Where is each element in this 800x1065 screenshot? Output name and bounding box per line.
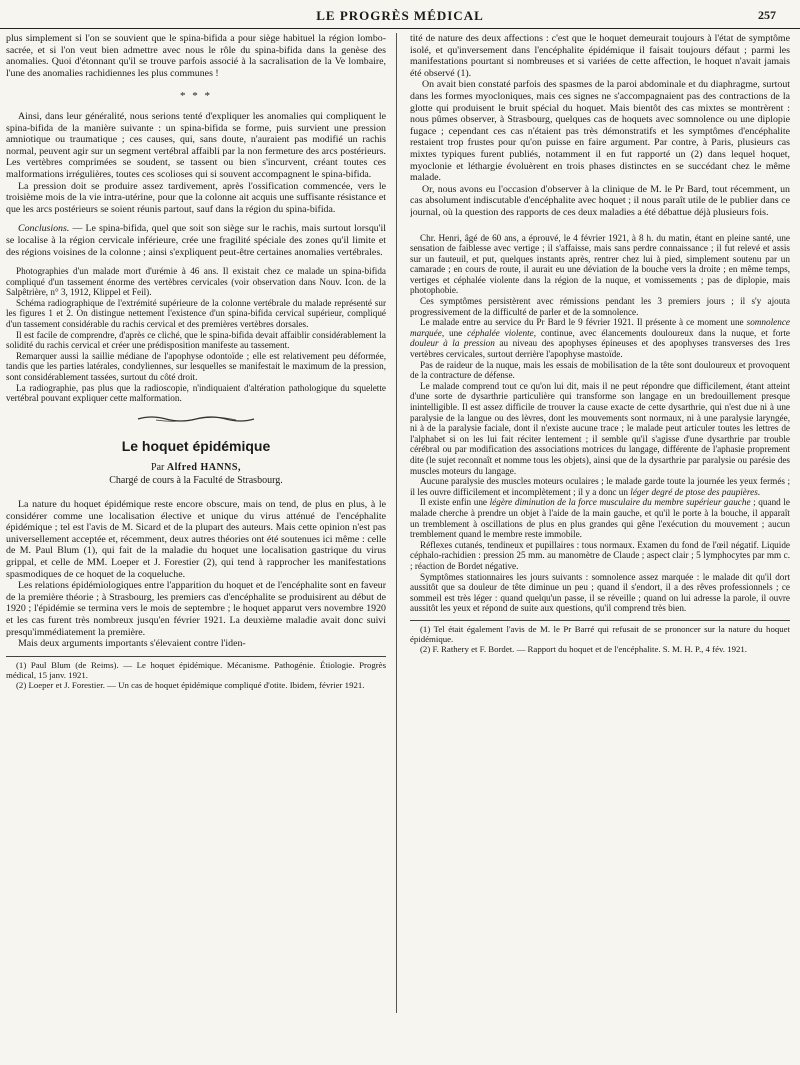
footnote: (1) Tel était également l'avis de M. le Pr Barré qui refusait de se prononcer sur la nature du hoquet épidémique.: [410, 623, 790, 645]
text-run: , une: [441, 327, 468, 338]
text-run: Il existe enfin une: [420, 497, 490, 508]
case-paragraph: [410, 317, 790, 359]
footnote: (1) Paul Blum (de Reims). — Le hoquet épidémique. Mécanisme. Pathogénie. Étiologie. Progrès médical, 15 janv. 1921.: [6, 659, 386, 680]
text-run: .: [757, 486, 761, 497]
italic-run: céphalée violente: [467, 327, 534, 338]
byline: [6, 462, 386, 474]
italic-run: douleur à la pression: [410, 338, 495, 349]
paragraph: Mais deux arguments importants s'élevaient contre l'iden-: [18, 638, 246, 650]
paragraph: On avait bien constaté parfois des spasmes de la paroi abdominale et du diaphragme, surtout dans les formes myocloniques, mais ces signes ne s'accompagnaient pas des contractions de la glotte qui produisent le bruit spécial du hoquet. Mais bientôt des cas mixtes se montrèrent : nous pûmes observer, à Strasbourg, quelques cas de hoquets avec somnolence ou une diplopie fugace ; cependant ces cas n'étaient pas très démonstratifs et les symptômes d'encéphalite restaient trop frustes pour qu'on puisse en faire argument. Par contre, à Paris, plusieurs cas mixtes typiques furent publiés, notamment il en fut rapporté un (2) dans lequel hoquet, myoclonie et léthargie évoluèrent en trois phases distinctes en se succédant chez le même malade.: [410, 79, 790, 184]
case-report: [410, 233, 790, 614]
ornament-divider: [136, 414, 256, 424]
page-number: 257: [758, 8, 776, 22]
footnote-rule: [410, 620, 790, 621]
figure-captions: [6, 266, 386, 404]
case-paragraph: Le malade comprend tout ce qu'on lui dit, mais il ne peut répondre que difficilement, étant atteint d'une sorte de dysarthrie particulière qui transforme son langage en un bredouillement presque inintelligible. Il est assez difficile de trouver la cause exacte de cette dysarthrie, qui n'est due ni à une paralysie de la langue ou des lèvres, dont les mouvements sont normaux, ni à une paralysie laryngée, ni à de la paralysie faciale, dont il n'existe aucune trace ; le malade peut articuler toutes les lettres de l'alphabet si on les lui fait réciter lentement ; il semble qu'il s'agisse d'une dysarthrie par trouble cérébral ou par modification des associations motrices du langage, différente de l'aphasie proprement dite (le sujet reconnaît et nomme tous les objets), ainsi que de la dysarthrie par paralysie ou parésie des muscles moteurs du langage.: [410, 380, 790, 476]
italic-run: somnolence marquée: [410, 317, 790, 338]
case-paragraph: Pas de raideur de la nuque, mais les essais de mobilisation de la tête sont douloureux et provoquent de la contracture de défense.: [410, 359, 790, 381]
footnote: (2) Loeper et J. Forestier. — Un cas de hoquet épidémique compliqué d'otite. Ibidem, février 1921.: [16, 680, 365, 691]
case-paragraph: Réflexes cutanés, tendineux et pupillaires : tous normaux. Examen du fond de l'œil négatif. Liquide céphalo-rachidien : pression 25 mm. au manomètre de Claude ; aspect clair ; 5 lymphocytes par mm c. ; réaction de Bordet négative.: [410, 539, 790, 571]
paragraph: Ainsi, dans leur généralité, nous serions tenté d'expliquer les anomalies qui compliquent le spina-bifida de la manière suivante : un spina-bifida se forme, puis survient une pression amniotique ou traumatique ; ces causes, qui, sans doute, n'auraient pas modifié un rachis normal, peuvent agir sur un segment vertébral affaibli par la non fermeture des arcs postérieurs. Les vertèbres comprimées se soudent, se tassent ou bien s'incurvent, créant toutes ces malformations irrégulières, toutes ces scolioses qui si souvent accompagnent le spina-bifida.: [6, 110, 386, 180]
case-paragraph: Symptômes stationnaires les jours suivants : somnolence assez marquée : le malade dit qu'il dort aussitôt que sa douleur de tête diminue un peu ; quand il s'endort, il a des rêves professionnels ; ce sommeil est très léger : quand quelqu'un passe, il se réveille ; quand on lui adresse la parole, il ouvre aussitôt les yeux et répond de suite aux questions, qu'il comprend très bien.: [410, 571, 790, 614]
paragraph: plus simplement si l'on se souvient que le spina-bifida a pour siège habituel la région lombo-sacrée, et si l'on veut bien admettre avec nous le rôle du spina-bifida dans la genèse des anomalies. Quoi d'étonnant qu'il se trouve parfois associé à la sacralisation de la Ve lombaire, l'une des anomalies rachidiennes les plus communes !: [6, 33, 386, 79]
text-run: ; quand le malade cherche à prendre un objet à l'aide de la main gauche, et qu'il le porte à la bouche, il apparaît un tremblement à oscillations de plus en plus grandes qui gêne l'exécution du mouvement ; aucun tremblement quand le membre reste immobile.: [410, 497, 790, 540]
author-name: Alfred HANNS,: [166, 461, 241, 473]
paragraph: La nature du hoquet épidémique reste encore obscure, mais on tend, de plus en plus, à le considérer comme une localisation élective et unique du virus atténué de l'encéphalite épidémique ; tel est l'avis de M. Sicard et de la plupart des auteurs. Mais cette opinion n'est pas universellement acceptée et, récemment, deux autres théories ont été soutenues ici même : celle de M. Paul Blum (1), qui fait de la maladie du hoquet une localisation gastrique du virus grippal, et celle de MM. Loeper et J. Forestier (2), qui tend à rapprocher les manifestations spasmodiques de ce hoquet de la coqueluche.: [6, 499, 386, 580]
column-divider: [396, 33, 397, 1013]
text-run: Le malade entre au service du Pr Bard le 9 février 1921. Il présente à ce moment une: [420, 317, 747, 328]
caption: Remarquer aussi la saillie médiane de l'apophyse odontoïde ; elle est relativement peu déformée, tandis que les parties latérales, condyliennes, sur lesquelles se manifestait le maximum de la pression, sont considérablement tassées, surtout du côté droit.: [6, 350, 386, 383]
caption: Photographies d'un malade mort d'urémie à 46 ans. Il existait chez ce malade un spina-bifida compliqué d'un tassement énorme des vertèbres cervicales (voir observation dans Nouv. Icon. de la Salpêtrière, n° 3, 1912, Klippel et Feil).: [6, 266, 386, 298]
paragraph: La pression doit se produire assez tardivement, après l'ossification commencée, vers le troisième mois de la vie intra-utérine, pour que la colonne ait acquis une suffisante résistance et que les arcs postérieurs se soient réunis partout, sauf dans la région du spina-bifida.: [6, 180, 386, 215]
byline-prefix: Par: [151, 461, 165, 473]
journal-title: LE PROGRÈS MÉDICAL: [316, 8, 484, 23]
conclusions-paragraph: [6, 223, 386, 258]
case-paragraph: [410, 476, 790, 497]
text-run: au niveau des apophyses épineuses et des apophyses transverses des 1res vertèbres cervicales, surtout derrière l'apophyse mastoïde.: [410, 338, 790, 360]
paragraph: tité de nature des deux affections : c'est que le hoquet demeurait toujours à l'état de symptôme isolé, et qu'inversement dans l'encéphalite épidémique il faisait toujours défaut ; parmi les manifestations pourtant si nombreuses et si variées de cette affection, le hoquet n'avait jamais été observé (1).: [410, 33, 790, 79]
text-run: , continue, avec élancements douloureux dans la nuque, et forte: [533, 327, 790, 338]
case-paragraph: Ces symptômes persistèrent avec rémissions pendant les 3 premiers jours ; il s'y ajouta progressivement de la difficulté de parler et de la somnolence.: [410, 296, 790, 317]
conclusions-text: — Le spina-bifida, quel que soit son siège sur le rachis, mais surtout lorsqu'il se localise à la région cervicale inférieure, crée une fragilité spéciale des zones qu'il limite et des régions voisines de la colonne ; ainsi s'expliquent peut-être certaines anomalies vertébrales.: [6, 223, 386, 258]
footnote-rule: [6, 656, 386, 657]
italic-run: léger degré de ptose des paupières: [630, 486, 758, 497]
footnote: (2) F. Rathery et F. Bordet. — Rapport du hoquet et de l'encéphalite. S. M. H. P., 4 fév. 1921.: [420, 644, 747, 655]
caption: Il est facile de comprendre, d'après ce cliché, que le spina-bifida devait affaiblir considérablement la solidité du rachis cervical et créer une prédisposition manifeste au tassement.: [6, 329, 386, 351]
paragraph: Or, nous avons eu l'occasion d'observer à la clinique de M. le Pr Bard, tout récemment, un cas absolument indiscutable d'encéphalite avec hoquet ; il nous paraît utile de le publier dans ce journal, où la question des rapports de ces deux maladies a été débattue déjà plusieurs fois.: [410, 183, 790, 218]
section-separator: * * *: [180, 90, 212, 103]
left-column: [6, 33, 386, 1053]
case-paragraph: [410, 497, 790, 539]
caption: La radiographie, pas plus que la radioscopie, n'indiquaient d'altération pathologique du squelette vertébral pouvant expliquer cette malformation.: [6, 382, 386, 404]
conclusions-label: Conclusions.: [18, 223, 70, 235]
text-run: Aucune paralysie des muscles moteurs oculaires ; le malade garde toute la journée les yeux fermés ; il les ouvre difficilement et incomplètement ; il y a donc un: [410, 476, 790, 497]
italic-run: légère diminution de la force musculaire du membre supérieur gauche: [489, 497, 751, 508]
article-title: Le hoquet épidémique: [121, 437, 271, 454]
author-affiliation: Chargé de cours à la Faculté de Strasbourg.: [109, 475, 283, 487]
paragraph: Les relations épidémiologiques entre l'apparition du hoquet et de l'encéphalite sont en faveur de la première théorie ; à Strasbourg, les premiers cas d'encéphalite se produisirent au début de 1920 ; l'épidémie se termina vers le mois de septembre ; le hoquet apparut vers novembre 1920 et les cas furent très nombreux jusqu'en février 1921. La deuxième maladie avait donc suivi presqu'immédiatement la première.: [6, 580, 386, 638]
caption: Schéma radiographique de l'extrémité supérieure de la colonne vertébrale du malade représenté sur les figures 1 et 2. On distingue nettement l'existence d'un spina-bifida cervical supérieur, compliqué d'un tassement considérable du rachis cervical et des premières vertèbres dorsales.: [6, 297, 386, 330]
case-paragraph: Chr. Henri, âgé de 60 ans, a éprouvé, le 4 février 1921, à 8 h. du matin, étant en pleine santé, une sensation de faiblesse avec vertige ; il s'affaisse, mais sans perdre connaissance ; il fut relevé et assis sur un fauteuil, et put, quelques instants après, rentrer chez lui à pied, simplement soutenu par un camarade ; en cours de route, il aurait eu une déviation de la bouche vers la droite ; en même temps, vertiges et céphalée violente dans la région de la nuque, et vomissements ; pas de diplopie, mais photophobie.: [410, 232, 790, 296]
right-column: [410, 33, 790, 1053]
running-header: [0, 0, 800, 29]
